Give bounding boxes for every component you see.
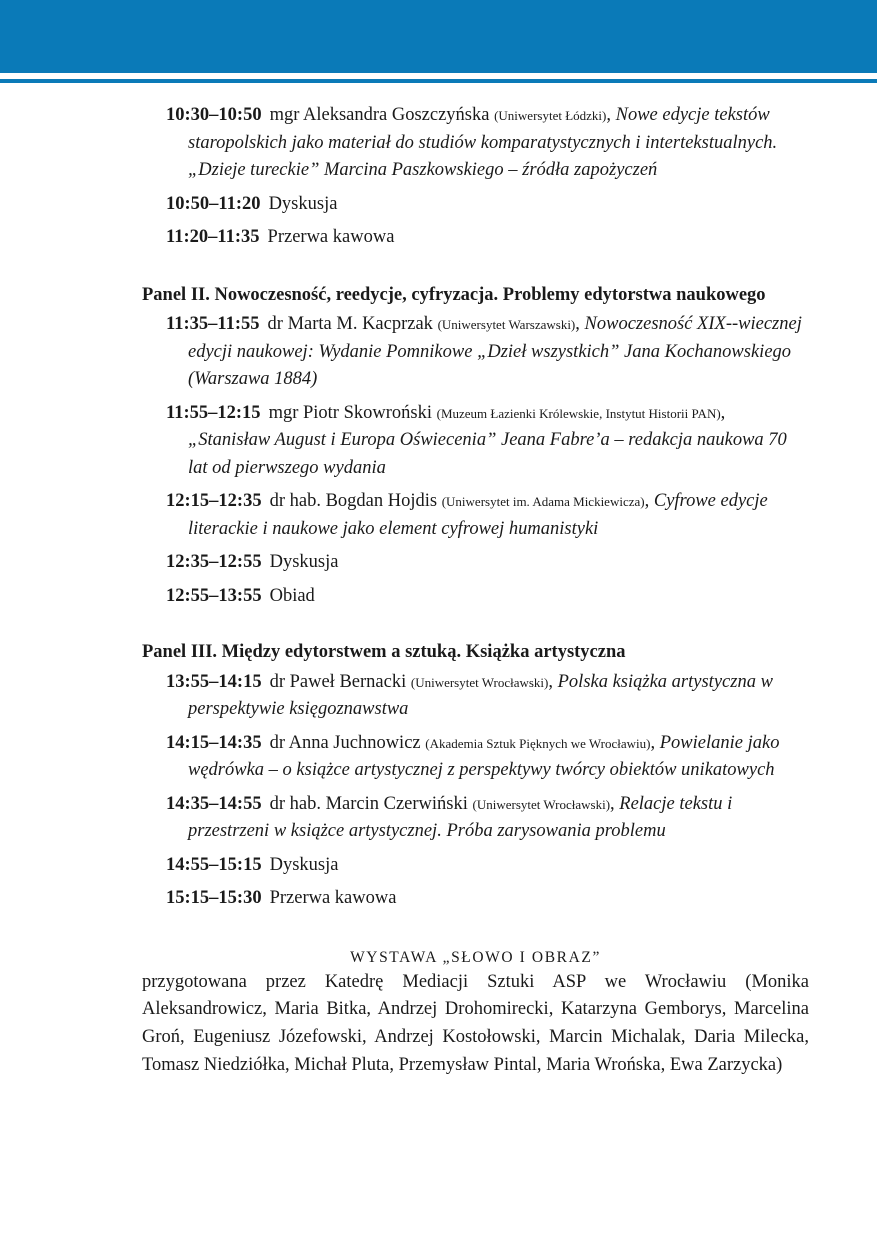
entry-title: „Stanisław August i Europa Oświecenia” Jeana Fabre’a – redakcja naukowa 70 lat od pierwszego wydania xyxy=(188,430,787,478)
program-entry xyxy=(142,549,809,577)
entry-time: 12:15–12:35 xyxy=(166,491,262,511)
header-rule xyxy=(0,79,877,83)
entry-time: 14:15–14:35 xyxy=(166,732,262,753)
entry-title: Nowoczesność XIX--wiecznej edycji naukowej: Wydanie Pomnikowe „Dzieł wszystkich” Jana Kochanowskiego (Warszawa 1884) xyxy=(188,314,802,389)
entry-speaker: dr Paweł Bernacki xyxy=(269,671,407,692)
entry-speaker: Dyskusja xyxy=(268,193,338,214)
entry-title: Polska książka artystyczna w perspektywie księgoznawstwa xyxy=(188,671,773,719)
program-entry xyxy=(142,191,809,219)
program-entry xyxy=(142,400,809,483)
panel-heading: Panel II. Nowoczesność, reedycje, cyfryzacja. Problemy edytorstwa naukowego xyxy=(142,284,766,305)
entry-speaker: Przerwa kawowa xyxy=(269,888,397,908)
program-entry xyxy=(142,224,809,252)
entry-title: Relacje tekstu i przestrzeni w książce artystycznej. Próba zarysowania problemu xyxy=(188,793,733,841)
program-entry xyxy=(142,730,809,785)
exhibition-heading: WYSTAWA „SŁOWO I OBRAZ” xyxy=(350,948,601,966)
entry-institution: (Akademia Sztuk Pięknych we Wrocławiu) xyxy=(425,735,651,751)
panel1-tail xyxy=(142,102,809,252)
panel2-entries xyxy=(142,311,809,610)
entry-speaker: dr Anna Juchnowicz xyxy=(269,732,421,753)
panel-heading: Panel III. Między edytorstwem a sztuką. Książka artystyczna xyxy=(142,642,626,662)
entry-time: 11:20–11:35 xyxy=(166,227,260,247)
program-entry xyxy=(142,791,809,846)
entry-speaker: Dyskusja xyxy=(269,854,339,875)
entry-time: 12:55–13:55 xyxy=(166,585,262,606)
program-entry xyxy=(142,885,809,913)
header-banner xyxy=(0,0,877,73)
entry-speaker: dr hab. Marcin Czerwiński xyxy=(269,793,468,814)
program-content xyxy=(142,102,809,1098)
entry-time: 14:55–15:15 xyxy=(166,854,262,875)
entry-time: 14:35–14:55 xyxy=(166,793,262,814)
entry-title: Cyfrowe edycje literackie i naukowe jako element cyfrowej humanistyki xyxy=(188,491,768,539)
entry-speaker: dr hab. Bogdan Hojdis xyxy=(269,491,438,511)
entry-institution: (Uniwersytet Wrocławski) xyxy=(410,674,549,690)
entry-speaker: mgr Piotr Skowroński xyxy=(268,402,432,423)
entry-separator: , xyxy=(650,732,660,753)
entry-institution: (Uniwersytet Łódzki) xyxy=(494,108,607,123)
entry-time: 11:35–11:55 xyxy=(166,314,260,334)
entry-title: Nowe edycje tekstów staropolskich jako materiał do studiów komparatystycznych i intertekstualnych. „Dzieje tureckie” Marcina Paszkowskiego – źródła zapożyczeń xyxy=(188,105,778,180)
entry-separator: , xyxy=(610,793,620,814)
entry-time: 12:35–12:55 xyxy=(166,552,262,572)
entry-time: 10:50–11:20 xyxy=(166,193,261,214)
entry-institution: (Muzeum Łazienki Królewskie, Instytut Historii PAN) xyxy=(436,405,721,421)
program-entry xyxy=(142,669,809,724)
program-entry xyxy=(142,311,809,394)
entry-time: 10:30–10:50 xyxy=(166,105,262,125)
program-entry xyxy=(142,583,809,611)
entry-title: Powielanie jako wędrówka – o książce artystycznej z perspektywy twórcy obiektów unikatowych xyxy=(188,732,780,780)
entry-institution: (Uniwersytet Warszawski) xyxy=(437,317,576,332)
entry-speaker: Przerwa kawowa xyxy=(267,227,395,247)
entry-speaker: Obiad xyxy=(269,585,315,606)
program-entry xyxy=(142,488,809,543)
entry-speaker: dr Marta M. Kacprzak xyxy=(267,314,433,334)
entry-speaker: mgr Aleksandra Goszczyńska xyxy=(269,105,490,125)
entry-separator: , xyxy=(606,105,616,125)
entry-time: 11:55–12:15 xyxy=(166,402,261,423)
entry-institution: (Uniwersytet Wrocławski) xyxy=(472,796,611,812)
entry-separator: , xyxy=(548,671,558,692)
entry-time: 13:55–14:15 xyxy=(166,671,262,692)
entry-separator: , xyxy=(644,491,654,511)
exhibition-description: przygotowana przez Katedrę Mediacji Sztuki ASP we Wrocławiu (Monika Aleksandrowicz, Maria Bitka, Andrzej Drohomirecki, Katarzyna Gemborys, Marcelina Groń, Eugeniusz Józefowski, Andrzej Kostołowski, Marcin Michalak, Daria Milecka, Tomasz Niedziółka, Michał Pluta, Przemysław Pintal, Maria Wrońska, Ewa Zarzycka) xyxy=(142,971,809,1075)
entry-time: 15:15–15:30 xyxy=(166,888,262,908)
panel3-entries xyxy=(142,669,809,913)
entry-separator: , xyxy=(575,314,585,334)
entry-speaker: Dyskusja xyxy=(269,552,339,572)
program-entry xyxy=(142,102,809,185)
entry-separator: , xyxy=(720,402,726,423)
program-entry xyxy=(142,852,809,880)
entry-institution: (Uniwersytet im. Adama Mickiewicza) xyxy=(441,494,645,509)
